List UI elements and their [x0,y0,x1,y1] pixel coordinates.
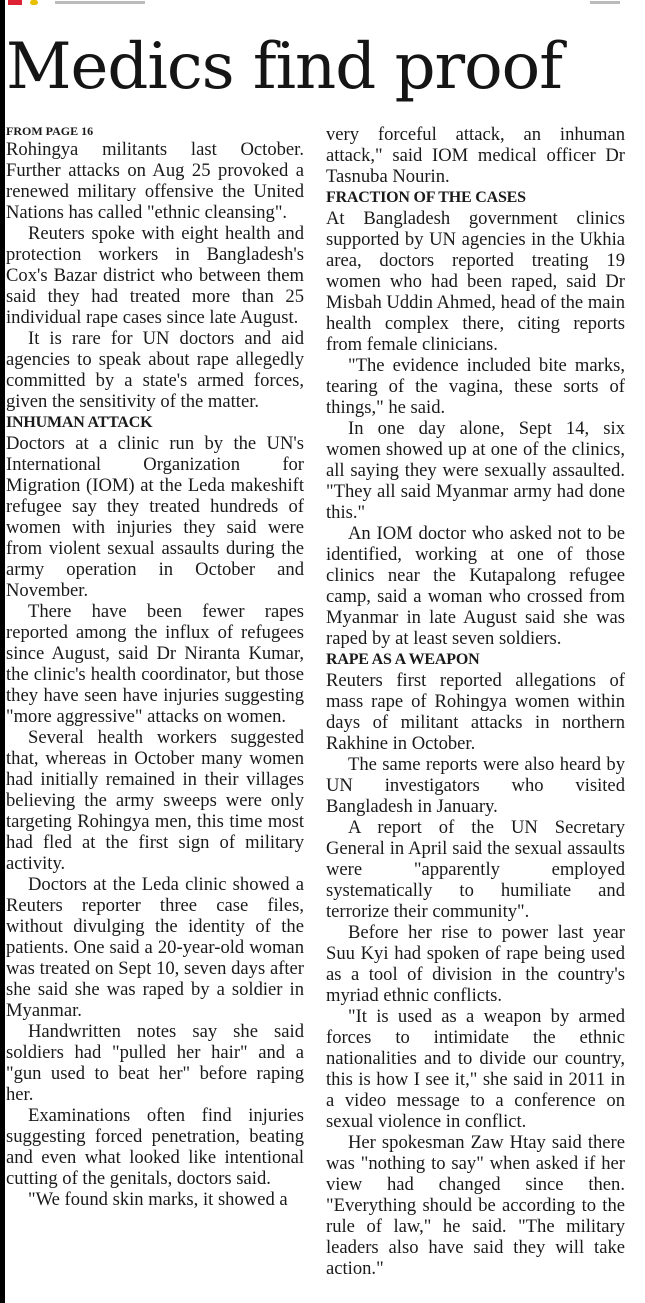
right-column [326,124,625,1292]
paragraph: A report of the UN Secretary General in April said the sexual assaults were "apparently employed systematically to humiliate and terrorize their community". [326,817,625,922]
paragraph: "It is used as a weapon by armed forces to intimidate the ethnic nationalities and to divide our country, this is how I see it," she said in 2011 in a video message to a conference on sexual violence in conflict. [326,1006,625,1132]
continued-from-label: FROM PAGE 16 [6,124,94,138]
left-column-body [6,139,304,1210]
paragraph: Rohingya militants last October. Further attacks on Aug 25 provoked a renewed military offensive the United Nations has called "ethnic cleansing". [6,139,304,223]
paragraph: The same reports were also heard by UN investigators who visited Bangladesh in January. [326,754,625,817]
top-page-strip [0,0,645,8]
paragraph: At Bangladesh government clinics supported by UN agencies in the Ukhia area, doctors reported treating 19 women who had been raped, said Dr Misbah Uddin Ahmed, head of the main health complex there, citing reports from female clinicians. [326,208,625,355]
paragraph: An IOM doctor who asked not to be identified, working at one of those clinics near the Kutapalong refugee camp, said a woman who crossed from Myanmar in late August said she was raped by at least seven soldiers. [326,523,625,649]
header-strip-text [55,1,145,4]
paragraph: Reuters spoke with eight health and protection workers in Bangladesh's Cox's Bazar district who between them said they had treated more than 25 individual rape cases since late August. [6,223,304,328]
paragraph: "We found skin marks, it showed a [28,1189,288,1210]
paragraph: There have been fewer rapes reported among the influx of refugees since August, said Dr Niranta Kumar, the clinic's health coordinator, but those they have seen have injuries suggesting "more aggressive" attacks on women. [6,601,304,727]
subheading: RAPE AS A WEAPON [326,651,480,668]
left-margin-rule [0,0,5,1303]
right-column-body [326,124,625,1279]
yellow-marker-icon [30,0,38,5]
paragraph: Handwritten notes say she said soldiers had "pulled her hair" and a "gun used to beat her" before raping her. [6,1021,304,1105]
paragraph: Doctors at the Leda clinic showed a Reuters reporter three case files, without divulging the identity of the patients. One said a 20-year-old woman was treated on Sept 10, seven days after she said she was raped by a soldier in Myanmar. [6,874,304,1021]
header-strip-text-right [590,1,620,4]
red-marker-icon [8,0,22,5]
paragraph: Her spokesman Zaw Htay said there was "nothing to say" when asked if her view had changed since then. "Everything should be according to the rule of law," he said. "The military leaders also have said they will take action." [326,1132,625,1279]
left-column [6,124,304,1292]
headline: Medics find proof [6,30,562,104]
paragraph: Several health workers suggested that, whereas in October many women had initially remained in their villages believing the army sweeps were only targeting Rohingya men, this time most had fled at the first sign of military activity. [6,727,304,874]
paragraph: very forceful attack, an inhuman attack," said IOM medical officer Dr Tasnuba Nourin. [326,124,625,187]
paragraph: Doctors at a clinic run by the UN's International Organization for Migration (IOM) at the Leda makeshift refugee say they treated hundreds of women with injuries they said were from violent sexual assaults during the army operation in October and November. [6,433,304,601]
paragraph: Examinations often find injuries suggesting forced penetration, beating and even what looked like intentional cutting of the genitals, doctors said. [6,1105,304,1189]
paragraph: Reuters first reported allegations of mass rape of Rohingya women within days of militant attacks in northern Rakhine in October. [326,670,625,754]
subheading: FRACTION OF THE CASES [326,189,526,206]
paragraph: It is rare for UN doctors and aid agencies to speak about rape allegedly committed by a state's armed forces, given the sensitivity of the matter. [6,328,304,412]
paragraph: Before her rise to power last year Suu Kyi had spoken of rape being used as a tool of division in the country's myriad ethnic conflicts. [326,922,625,1006]
subheading: INHUMAN ATTACK [6,414,153,431]
paragraph: In one day alone, Sept 14, six women showed up at one of the clinics, all saying they were sexually assaulted. "They all said Myanmar army had done this." [326,418,625,523]
paragraph: "The evidence included bite marks, tearing of the vagina, these sorts of things," he said. [326,355,625,418]
